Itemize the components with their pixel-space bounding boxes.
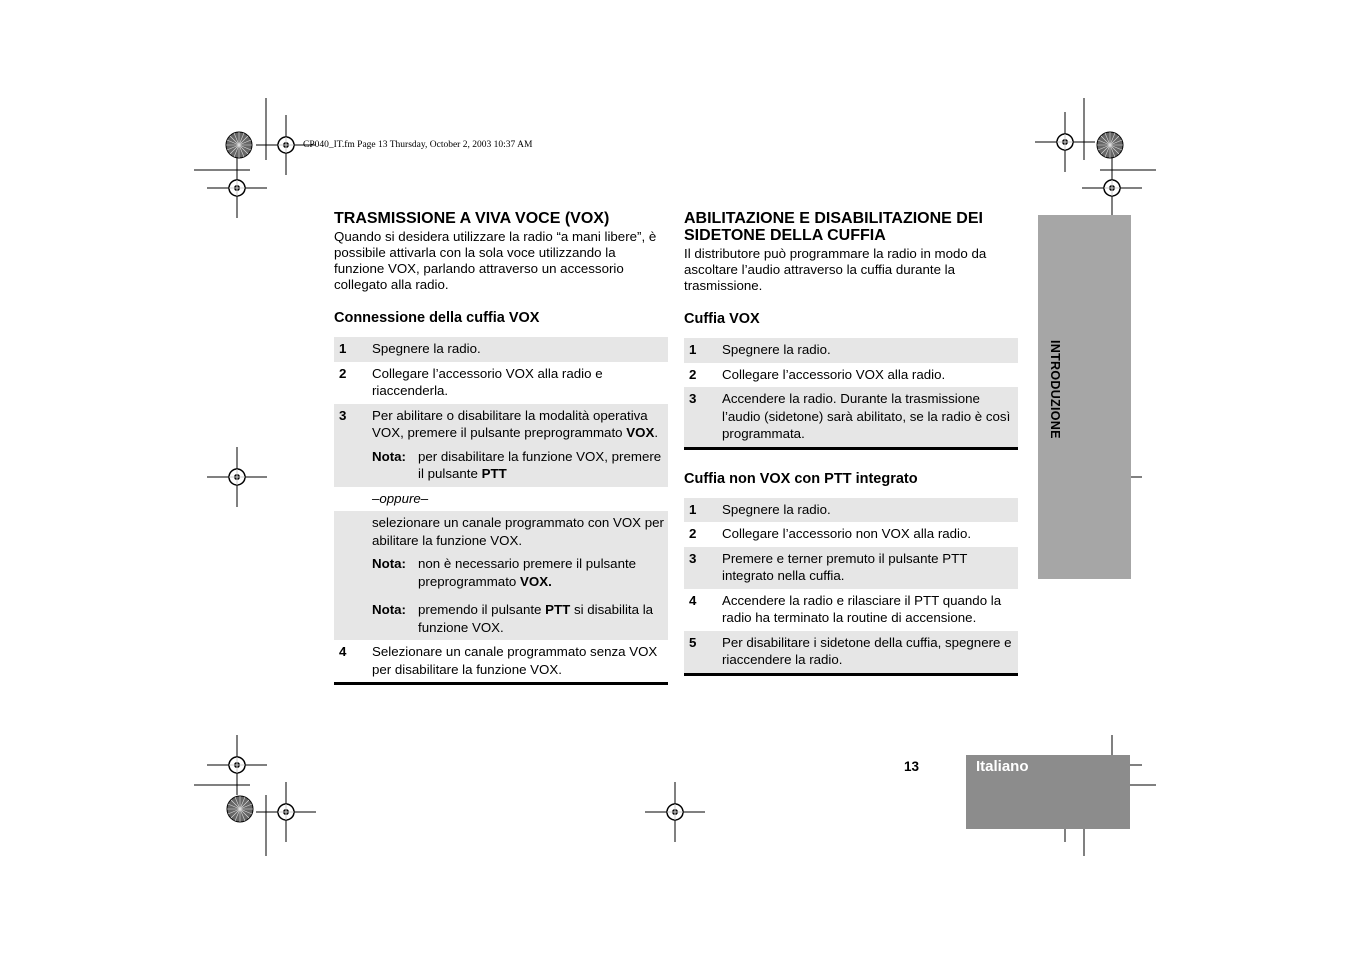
note-text-bold: PTT (481, 466, 507, 481)
left-column (334, 210, 668, 685)
step-number: 3 (689, 391, 697, 406)
step-text: Per disabilitare i sidetone della cuffia, spegnere e riaccendere la radio. (722, 634, 1012, 667)
step-row (684, 589, 1018, 631)
file-info-header: CP040_IT.fm Page 13 Thursday, October 2, 2003 10:37 AM (303, 140, 533, 150)
steps-table-vox-headset (684, 338, 1018, 450)
step-text: Spegnere la radio. (722, 501, 831, 517)
chapter-side-label: INTRODUZIONE (1048, 340, 1062, 439)
note-label: Nota: (372, 556, 406, 571)
oppure-separator: –oppure– (372, 490, 429, 506)
step-number: 4 (689, 592, 697, 608)
right-column (684, 210, 1018, 676)
note-text-bold: PTT (545, 602, 571, 617)
note (372, 448, 664, 483)
step-text-bold: VOX (626, 425, 655, 440)
step-row (334, 511, 668, 640)
step-number: 4 (339, 644, 347, 659)
section-title-sidetone: ABILITAZIONE E DISABILITAZIONE DEI SIDETONE DELLA CUFFIA (684, 210, 983, 244)
subtitle-non-vox-headset: Cuffia non VOX con PTT integrato (684, 470, 918, 487)
step-number: 3 (339, 407, 347, 423)
step-number: 3 (689, 550, 697, 566)
step-text: Spegnere la radio. (372, 341, 481, 356)
page-number: 13 (904, 759, 920, 774)
step-row (684, 363, 1018, 388)
step-number: 1 (689, 501, 697, 517)
step-text: Spegnere la radio. (722, 342, 831, 357)
note-text: per disabilitare la funzione VOX, premere il pulsante (418, 448, 662, 481)
step-row (684, 631, 1018, 675)
step-text: Accendere la radio. Durante la trasmissione l’audio (sidetone) sarà abilitato, se la radio è così programmata. (722, 391, 1011, 441)
section-title-vox: TRASMISSIONE A VIVA VOCE (VOX) (334, 210, 610, 227)
note-label: Nota: (372, 602, 406, 617)
step-row (334, 362, 668, 404)
note (372, 601, 664, 636)
note-text-bold: VOX. (520, 573, 552, 589)
note-text: non è necessario premere il pulsante preprogrammato (418, 556, 637, 589)
step-text: selezionare un canale programmato con VOX per abilitare la funzione VOX. (372, 515, 664, 548)
steps-table-vox (334, 337, 668, 685)
note-text: premendo il pulsante (418, 602, 546, 617)
step-row (684, 338, 1018, 363)
note (372, 555, 664, 590)
step-row (334, 640, 668, 684)
step-row (684, 498, 1018, 523)
step-number: 5 (689, 634, 697, 650)
step-text: Selezionare un canale programmato senza VOX per disabilitare la funzione VOX. (372, 644, 658, 677)
section-intro-vox: Quando si desidera utilizzare la radio “a mani libere”, è possibile attivarla con la sola voce utilizzando la funzione VOX, parlando attraverso un accessorio collegato alla radio. (334, 229, 657, 292)
step-text: Per abilitare o disabilitare la modalità operativa VOX, premere il pulsante preprogrammato (372, 407, 648, 440)
step-text: Premere e terner premuto il pulsante PTT integrato nella cuffia. (722, 550, 968, 583)
subtitle-vox-headset: Cuffia VOX (684, 311, 760, 327)
step-number: 2 (689, 526, 697, 541)
step-text: Accendere la radio e rilasciare il PTT quando la radio ha terminato la routine di accensione. (722, 592, 1002, 625)
step-row (334, 337, 668, 362)
step-row (334, 487, 668, 512)
step-text: Collegare l’accessorio non VOX alla radio. (722, 526, 972, 541)
subtitle-vox-connection: Connessione della cuffia VOX (334, 310, 540, 326)
step-row (684, 522, 1018, 547)
step-row (334, 404, 668, 487)
note-text: si disabilita la funzione VOX. (418, 602, 654, 635)
step-number: 1 (339, 341, 347, 356)
step-text: Collegare l’accessorio VOX alla radio e riaccenderla. (372, 365, 603, 398)
step-text: Collegare l’accessorio VOX alla radio. (722, 366, 946, 382)
step-number: 2 (689, 366, 697, 382)
step-row (684, 547, 1018, 589)
steps-table-non-vox-headset (684, 498, 1018, 676)
step-number: 2 (339, 365, 347, 381)
note-label: Nota: (372, 448, 406, 464)
step-row (684, 387, 1018, 448)
section-intro-sidetone: Il distributore può programmare la radio in modo da ascoltare l’audio attraverso la cuffia durante la trasmissione. (684, 246, 987, 293)
step-text: . (654, 425, 659, 440)
step-number: 1 (689, 342, 697, 357)
language-label: Italiano (976, 758, 1029, 775)
